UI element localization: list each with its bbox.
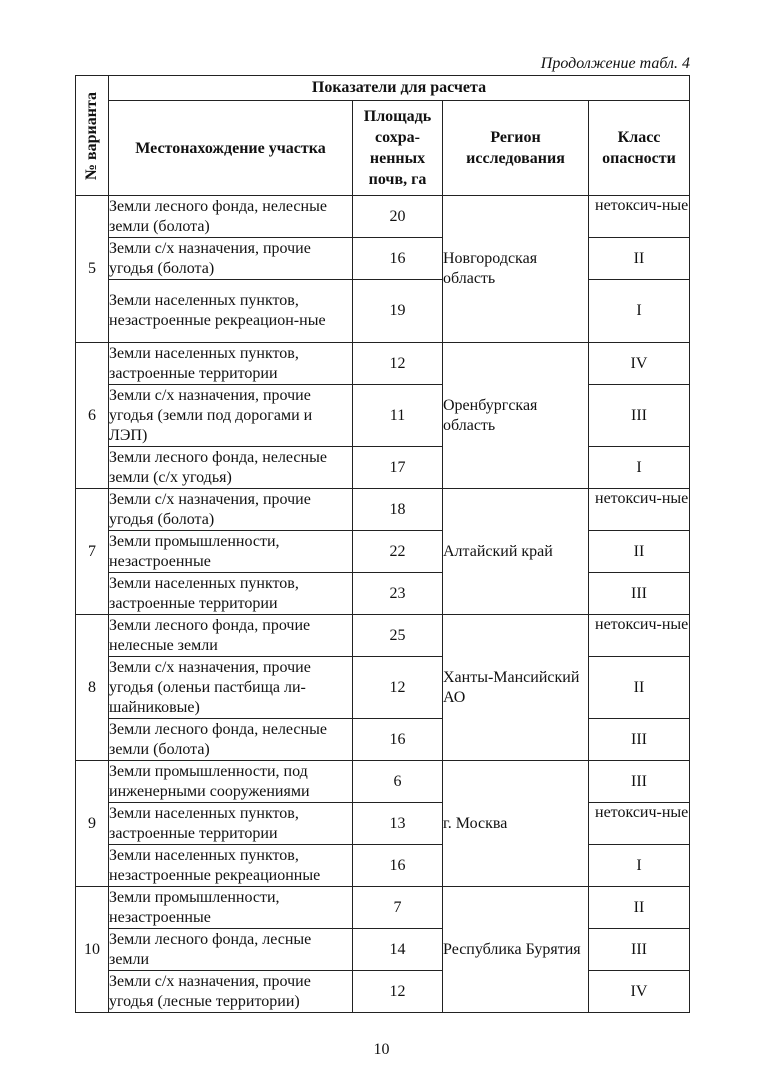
table-row [76, 719, 690, 761]
table-row [76, 803, 690, 845]
table-row [76, 887, 690, 929]
hazard-class: III [589, 573, 690, 615]
preserved-soil-area: 23 [353, 573, 443, 615]
indicators-header: Показатели для расчета [109, 76, 690, 101]
table-row [76, 280, 690, 343]
preserved-soil-area: 20 [353, 196, 443, 238]
variant-number: 7 [76, 489, 109, 615]
preserved-soil-area: 12 [353, 343, 443, 385]
plot-location: Земли лесного фонда, нелесные земли (болота) [109, 719, 353, 761]
hazard-column-header: Класс опасности [589, 101, 690, 196]
hazard-class: II [589, 887, 690, 929]
plot-location: Земли с/х назначения, прочие угодья (болота) [109, 489, 353, 531]
research-region: Ханты-Мансийский АО [443, 615, 589, 761]
table-row [76, 971, 690, 1013]
plot-location: Земли с/х назначения, прочие угодья (лесные территории) [109, 971, 353, 1013]
hazard-class: III [589, 719, 690, 761]
preserved-soil-area: 12 [353, 971, 443, 1013]
plot-location: Земли лесного фонда, лесные земли [109, 929, 353, 971]
table-row [76, 343, 690, 385]
plot-location: Земли лесного фонда, нелесные земли (болота) [109, 196, 353, 238]
preserved-soil-area: 16 [353, 238, 443, 280]
research-region: Алтайский край [443, 489, 589, 615]
preserved-soil-area: 12 [353, 657, 443, 719]
page-number: 10 [373, 1041, 390, 1058]
table-row [76, 761, 690, 803]
hazard-class: III [589, 385, 690, 447]
hazard-class: III [589, 761, 690, 803]
hazard-class: II [589, 657, 690, 719]
hazard-class: нетоксич-ные [589, 196, 690, 238]
location-column-header: Местонахождение участка [109, 101, 353, 196]
plot-location: Земли промышленности, незастроенные [109, 887, 353, 929]
variant-number: 9 [76, 761, 109, 887]
variant-column-header: № варианта [76, 76, 109, 196]
table-row [76, 447, 690, 489]
hazard-class: I [589, 845, 690, 887]
plot-location: Земли промышленности, под инженерными сооружениями [109, 761, 353, 803]
indicators-table [75, 75, 690, 1013]
variant-number: 5 [76, 196, 109, 343]
table-caption: Продолжение табл. 4 [540, 55, 690, 72]
plot-location: Земли населенных пунктов, незастроенные рекреацион-ные [109, 280, 353, 343]
table-row [76, 845, 690, 887]
table-row [76, 573, 690, 615]
plot-location: Земли населенных пунктов, незастроенные рекреационные [109, 845, 353, 887]
preserved-soil-area: 14 [353, 929, 443, 971]
hazard-class: нетоксич-ные [589, 489, 690, 531]
plot-location: Земли лесного фонда, нелесные земли (с/х угодья) [109, 447, 353, 489]
preserved-soil-area: 7 [353, 887, 443, 929]
plot-location: Земли с/х назначения, прочие угодья (болота) [109, 238, 353, 280]
plot-location: Земли населенных пунктов, застроенные территории [109, 803, 353, 845]
table-row [76, 615, 690, 657]
plot-location: Земли населенных пунктов, застроенные территории [109, 343, 353, 385]
hazard-class: II [589, 531, 690, 573]
table-row [76, 929, 690, 971]
plot-location: Земли с/х назначения, прочие угодья (земли под дорогами и ЛЭП) [109, 385, 353, 447]
preserved-soil-area: 22 [353, 531, 443, 573]
hazard-class: III [589, 929, 690, 971]
preserved-soil-area: 18 [353, 489, 443, 531]
hazard-class: IV [589, 971, 690, 1013]
table-row [76, 196, 690, 238]
preserved-soil-area: 17 [353, 447, 443, 489]
preserved-soil-area: 16 [353, 719, 443, 761]
hazard-class: I [589, 447, 690, 489]
table-row [76, 238, 690, 280]
plot-location: Земли лесного фонда, прочие нелесные земли [109, 615, 353, 657]
hazard-class: нетоксич-ные [589, 803, 690, 845]
hazard-class: нетоксич-ные [589, 615, 690, 657]
preserved-soil-area: 6 [353, 761, 443, 803]
preserved-soil-area: 16 [353, 845, 443, 887]
preserved-soil-area: 11 [353, 385, 443, 447]
table-row [76, 385, 690, 447]
variant-number: 6 [76, 343, 109, 489]
variant-number: 10 [76, 887, 109, 1013]
preserved-soil-area: 19 [353, 280, 443, 343]
plot-location: Земли населенных пунктов, застроенные территории [109, 573, 353, 615]
research-region: Оренбургская область [443, 343, 589, 489]
table-row [76, 531, 690, 573]
table-row [76, 657, 690, 719]
region-column-header: Регион исследования [443, 101, 589, 196]
preserved-soil-area: 25 [353, 615, 443, 657]
research-region: Новгородская область [443, 196, 589, 343]
plot-location: Земли с/х назначения, прочие угодья (оленьи пастбища ли-шайниковые) [109, 657, 353, 719]
plot-location: Земли промышленности, незастроенные [109, 531, 353, 573]
preserved-soil-area: 13 [353, 803, 443, 845]
area-column-header: Площадь сохра- ненных почв, га [353, 101, 443, 196]
research-region: г. Москва [443, 761, 589, 887]
hazard-class: II [589, 238, 690, 280]
hazard-class: I [589, 280, 690, 343]
table-row [76, 489, 690, 531]
research-region: Республика Бурятия [443, 887, 589, 1013]
hazard-class: IV [589, 343, 690, 385]
variant-number: 8 [76, 615, 109, 761]
table-body [76, 196, 690, 1013]
